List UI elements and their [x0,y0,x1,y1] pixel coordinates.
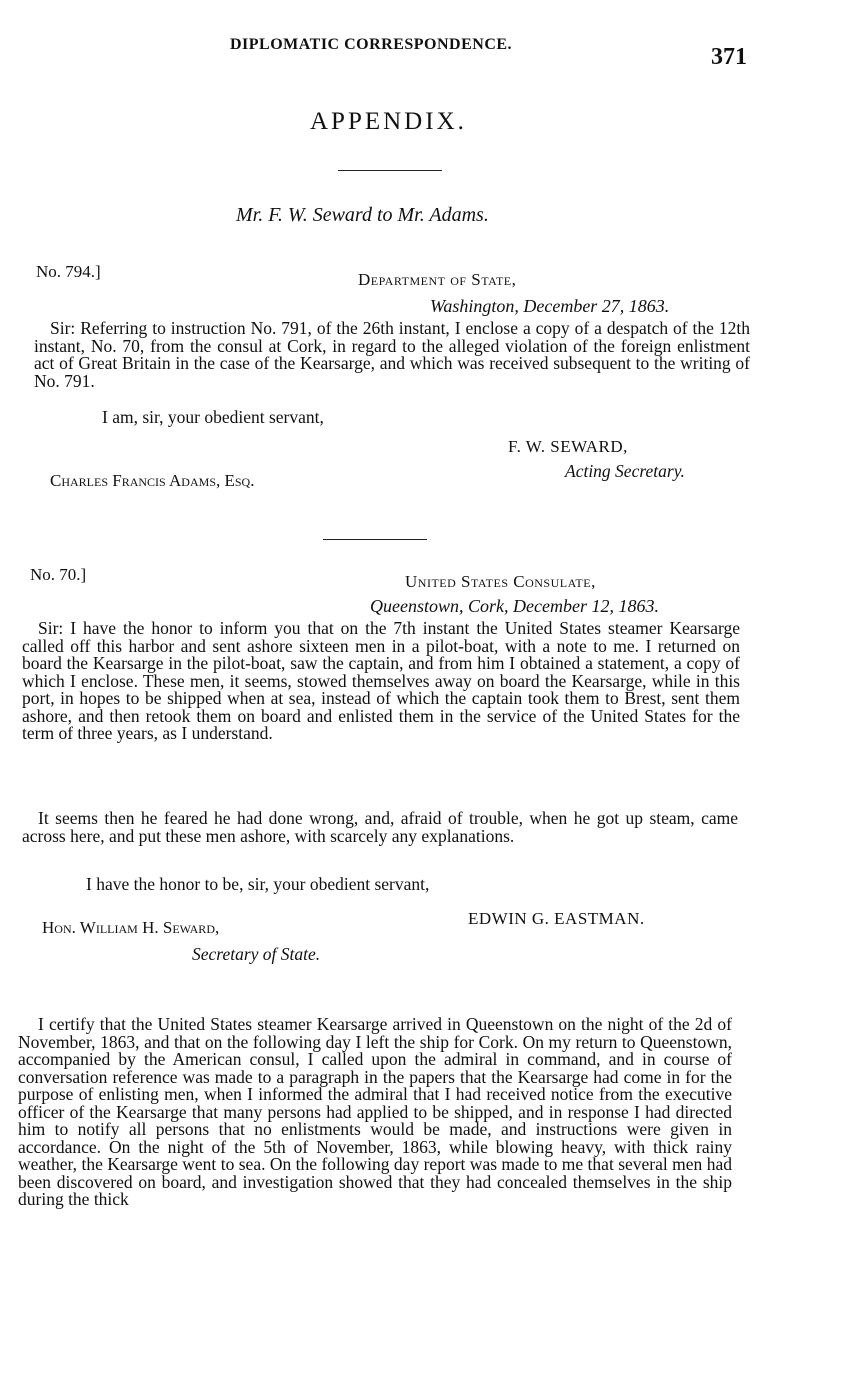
running-title: DIPLOMATIC CORRESPONDENCE. [230,36,513,53]
appendix-heading: APPENDIX. [310,108,467,135]
letter1-place-date: Washington, December 27, 1863. [430,296,670,316]
letter2-body-paragraph-2: It seems then he feared he had done wrong, and, afraid of trouble, when he got up steam, came across here, and put these men ashore, with scarcely any explanations. [22,808,738,846]
page-number: 371 [711,44,747,70]
letter1-body: Sir: Referring to instruction No. 791, of the 26th instant, I enclose a copy of a despatch of the 12th instant, No. 70, from the consul at Cork, in regard to the alleged violation of the foreign enlistment act of Great Britain in the case of the Kearsarge, and which was received subsequent to the writing of No. 791. [34,318,750,391]
letter1-department: Department of State, [358,270,517,289]
letter2-closing: I have the honor to be, sir, your obedient servant, [86,874,430,894]
letter2-addressee: Hon. William H. Seward, [42,918,220,937]
letter1-closing: I am, sir, your obedient servant, [102,407,324,427]
letter2-signer: EDWIN G. EASTMAN. [468,909,645,928]
letter2-body-paragraph-1: Sir: I have the honor to inform you that on the 7th instant the United States steamer Kearsarge called off this harbor and sent ashore sixteen men in a pilot-boat, with a note to me. I returned on board the Kearsarge in the pilot-boat, saw the captain, and from him I obtained a statement, a copy of which I enclose. These men, it seems, stowed themselves away on board the Kearsarge, while in this port, in hopes to be shipped when at sea, instead of which the captain took them to Brest, sent them ashore, and then retook them on board and enlisted them in the service of the United States for the term of three years, as I understand. [22,618,740,743]
divider-rule-2 [323,539,427,540]
letter2-number: No. 70.] [30,565,87,584]
divider-rule [338,170,442,171]
letter2-office: United States Consulate, [405,572,596,591]
letter1-signer: F. W. SEWARD, [508,437,628,456]
letter1-signer-title: Acting Secretary. [565,461,685,481]
letter1-addressee: Charles Francis Adams, Esq. [50,471,255,490]
certificate-body: I certify that the United States steamer Kearsarge arrived in Queenstown on the night of the 2d of November, 1863, and that on the following day I left the ship for Cork. On my return to Queenstown, accompanied by the American consul, I called upon the admiral in command, and in course of conversation reference was made to a paragraph in the papers that the Kearsarge had come in for the purpose of enlisting men, when I informed the admiral that I had received notice from the executive officer of the Kearsarge that many persons had applied to be shipped, and in response I had directed him to notify all persons that no enlistments would be made, and instructions were given in accordance. On the night of the 5th of November, 1863, while blowing heavy, with thick rainy weather, the Kearsarge went to sea. On the following day report was made to me that several men had been discovered on board, and investigation showed that they had concealed themselves in the ship during the thick [18,1014,732,1209]
letter2-place-date: Queenstown, Cork, December 12, 1863. [370,596,659,616]
letter2-addressee-title: Secretary of State. [192,944,321,964]
letter1-number: No. 794.] [36,262,101,281]
letter1-title: Mr. F. W. Seward to Mr. Adams. [236,204,489,226]
